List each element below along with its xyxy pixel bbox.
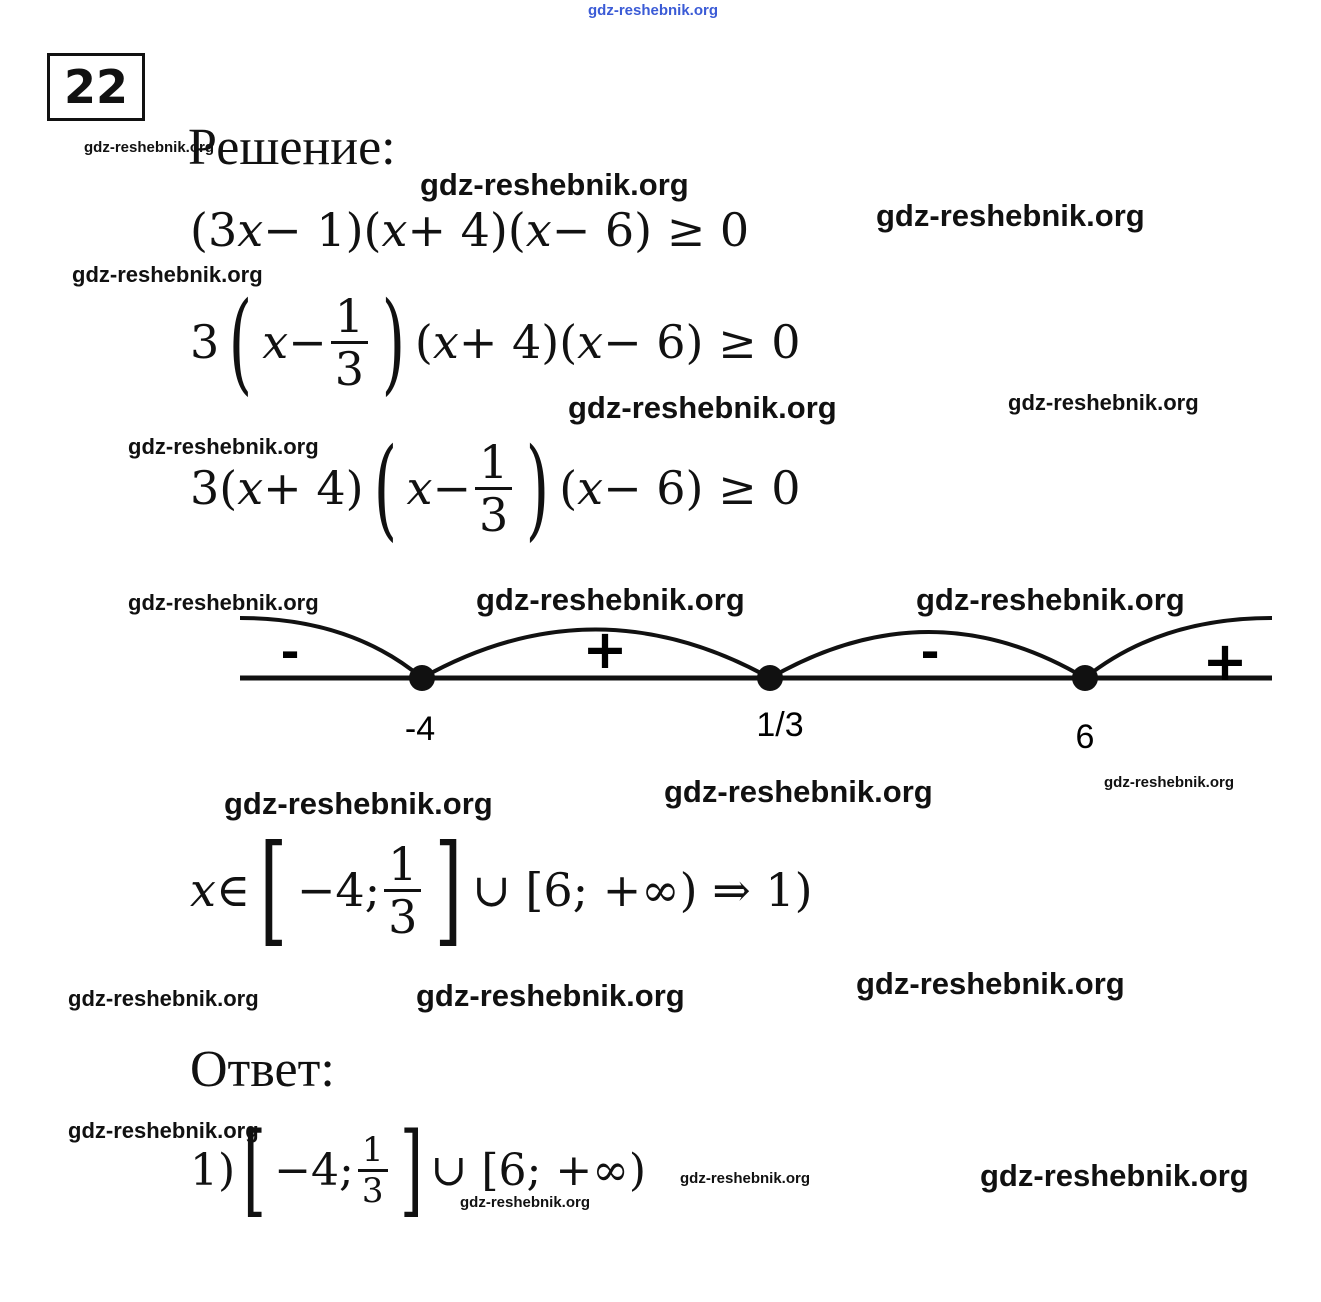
critical-point	[409, 665, 435, 691]
fraction-denominator: 3	[475, 487, 512, 538]
result-line	[190, 820, 813, 959]
eq2-var: x	[262, 315, 289, 369]
watermark: gdz-reshebnik.org	[420, 167, 689, 202]
watermark: gdz-reshebnik.org	[416, 978, 685, 1013]
fraction-numerator: 1	[334, 288, 364, 343]
fraction-denominator: 3	[331, 341, 368, 392]
fraction-denominator: 3	[358, 1169, 388, 1208]
watermark: gdz-reshebnik.org	[856, 966, 1125, 1001]
eq1-var: x	[237, 203, 264, 257]
sign-label: -	[280, 625, 300, 679]
watermark-top: gdz-reshebnik.org	[588, 2, 719, 19]
watermark: gdz-reshebnik.org	[980, 1158, 1249, 1193]
big-right-paren: )	[525, 424, 550, 552]
watermark: gdz-reshebnik.org	[1008, 390, 1199, 415]
sign-label: -	[920, 625, 940, 679]
big-left-paren: (	[373, 424, 397, 552]
watermark: gdz-reshebnik.org	[72, 262, 263, 287]
fraction-one-third	[384, 836, 421, 944]
watermark: gdz-reshebnik.org	[128, 590, 319, 615]
fraction-one-third	[358, 1129, 388, 1211]
fraction-numerator: 1	[361, 1129, 384, 1170]
fraction-denominator: 3	[384, 889, 421, 940]
point-label: 1/3	[756, 706, 804, 744]
result-var: x	[190, 863, 216, 917]
eq2-text: −	[288, 315, 327, 369]
big-right-bracket: ]	[434, 820, 463, 959]
watermark: gdz-reshebnik.org	[68, 1118, 259, 1143]
watermark: gdz-reshebnik.org	[84, 139, 215, 156]
watermark: gdz-reshebnik.org	[680, 1170, 811, 1187]
eq2-coefficient: 3	[190, 315, 220, 369]
eq3-var: x	[237, 461, 264, 515]
equation-3	[190, 424, 801, 552]
eq3-text: − 6) ≥ 0	[603, 461, 801, 515]
eq1-var: x	[525, 203, 552, 257]
eq1-text: (3	[190, 203, 238, 257]
eq1-text: − 1)(	[263, 203, 382, 257]
solution-heading: Решение:	[188, 119, 396, 176]
critical-point	[757, 665, 783, 691]
big-right-bracket: ]	[399, 1111, 423, 1228]
point-label: 6	[1075, 718, 1095, 756]
watermark: gdz-reshebnik.org	[664, 774, 933, 809]
eq3-text: −	[432, 461, 471, 515]
eq3-text: 3(	[190, 461, 238, 515]
result-text: −4;	[296, 863, 381, 917]
fraction-numerator: 1	[478, 434, 509, 489]
answer-label: 1)	[190, 1144, 236, 1196]
eq1-text: − 6) ≥ 0	[551, 203, 750, 257]
watermark: gdz-reshebnik.org	[224, 786, 493, 821]
watermark: gdz-reshebnik.org	[876, 198, 1145, 233]
point-label: -4	[404, 710, 436, 748]
watermark: gdz-reshebnik.org	[916, 582, 1185, 617]
equation-2	[190, 278, 801, 406]
eq2-text: − 6) ≥ 0	[603, 315, 801, 369]
fraction-numerator: 1	[388, 836, 418, 891]
eq3-text: + 4)	[263, 461, 364, 515]
sign-chart	[230, 606, 1290, 766]
answer-line	[190, 1111, 647, 1228]
big-left-paren: (	[228, 278, 253, 406]
big-left-bracket: [	[259, 820, 288, 959]
answer-heading: Ответ:	[190, 1041, 335, 1098]
result-text: ∈	[215, 863, 251, 917]
big-right-paren: )	[381, 278, 406, 406]
watermark: gdz-reshebnik.org	[460, 1194, 591, 1211]
big-left-bracket: [	[242, 1111, 267, 1228]
problem-number-badge: 22	[47, 53, 145, 121]
eq2-text: (	[414, 315, 433, 369]
watermark: gdz-reshebnik.org	[568, 390, 837, 425]
sign-label: +	[1202, 630, 1248, 693]
eq2-var: x	[577, 315, 604, 369]
result-text: ∪ [6; +∞) ⇒ 1)	[472, 863, 813, 917]
answer-text: ∪ [6; +∞)	[430, 1144, 647, 1196]
critical-point	[1072, 665, 1098, 691]
fraction-one-third	[331, 288, 368, 396]
eq2-text: + 4)(	[458, 315, 578, 369]
eq3-var: x	[406, 461, 433, 515]
eq1-text: + 4)(	[407, 203, 526, 257]
fraction-one-third	[475, 434, 512, 542]
watermark: gdz-reshebnik.org	[128, 434, 319, 459]
watermark: gdz-reshebnik.org	[68, 986, 259, 1011]
watermark: gdz-reshebnik.org	[476, 582, 745, 617]
answer-text: −4;	[274, 1144, 354, 1196]
eq2-var: x	[432, 315, 459, 369]
sign-label: +	[582, 618, 628, 681]
eq1-var: x	[381, 203, 408, 257]
eq3-text: (	[559, 461, 578, 515]
equation-1	[190, 200, 749, 260]
sign-arc	[240, 618, 422, 678]
watermark: gdz-reshebnik.org	[1104, 774, 1235, 791]
eq3-var: x	[577, 461, 604, 515]
